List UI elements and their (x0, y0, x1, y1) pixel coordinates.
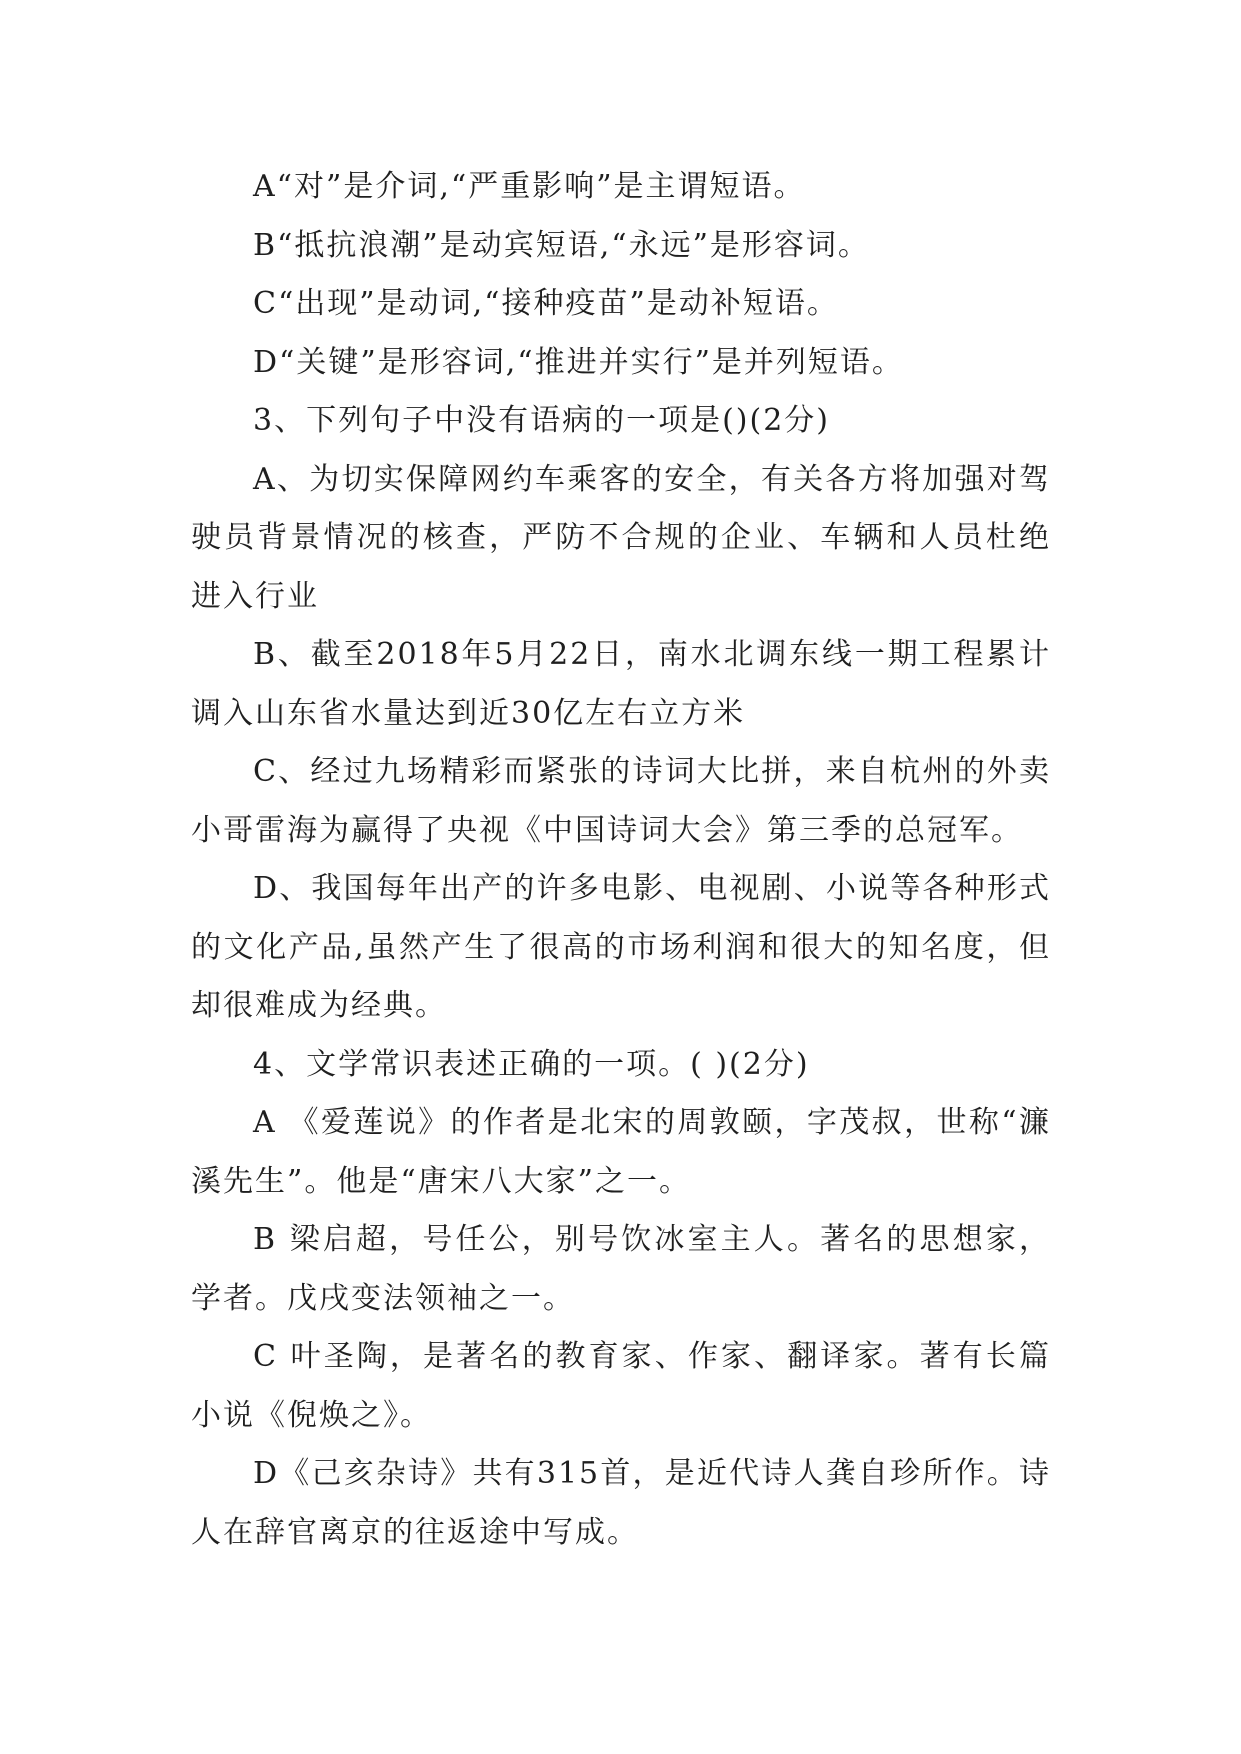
question-3-option-a: A、为切实保障网约车乘客的安全，有关各方将加强对驾驶员背景情况的核查，严防不合规的企业、车辆和人员杜绝进入行业 (191, 461, 1051, 614)
question-3-heading: 3、下列句子中没有语病的一项是()(2分) (253, 403, 830, 438)
question-4-option-c: C 叶圣陶，是著名的教育家、作家、翻译家。著有长篇小说《倪焕之》。 (191, 1339, 1051, 1433)
option-c-paragraph: C“出现”是动词,“接种疫苗”是动补短语。 (253, 286, 839, 321)
question-4-option-d: D《己亥杂诗》共有315首，是近代诗人龚自珍所作。诗人在辞官离京的往返途中写成。 (191, 1456, 1051, 1550)
question-3-option-b: B、截至2018年5月22日，南水北调东线一期工程累计调入山东省水量达到近30亿左右立方米 (191, 637, 1051, 731)
question-4-option-a: A 《爱莲说》的作者是北宋的周敦颐，字茂叔，世称“濂溪先生”。他是“唐宋八大家”之一。 (191, 1105, 1051, 1199)
option-d-paragraph: D“关键”是形容词,“推进并实行”是并列短语。 (253, 344, 904, 380)
question-3-option-c: C、经过九场精彩而紧张的诗词大比拼，来自杭州的外卖小哥雷海为赢得了央视《中国诗词大会》第三季的总冠军。 (191, 754, 1051, 848)
option-b-paragraph: B“抵抗浪潮”是动宾短语,“永远”是形容词。 (253, 227, 870, 263)
document-body (191, 158, 1051, 1562)
question-3-option-d: D、我国每年出产的许多电影、电视剧、小说等各种形式的文化产品,虽然产生了很高的市场利润和很大的知名度，但却很难成为经典。 (191, 871, 1051, 1023)
option-a-paragraph: A“对”是介词,“严重影响”是主谓短语。 (253, 169, 806, 204)
question-4-option-b: B 梁启超，号任公，别号饮冰室主人。著名的思想家，学者。戊戌变法领袖之一。 (191, 1222, 1051, 1316)
question-4-heading: 4、文学常识表述正确的一项。( )(2分) (253, 1046, 810, 1082)
